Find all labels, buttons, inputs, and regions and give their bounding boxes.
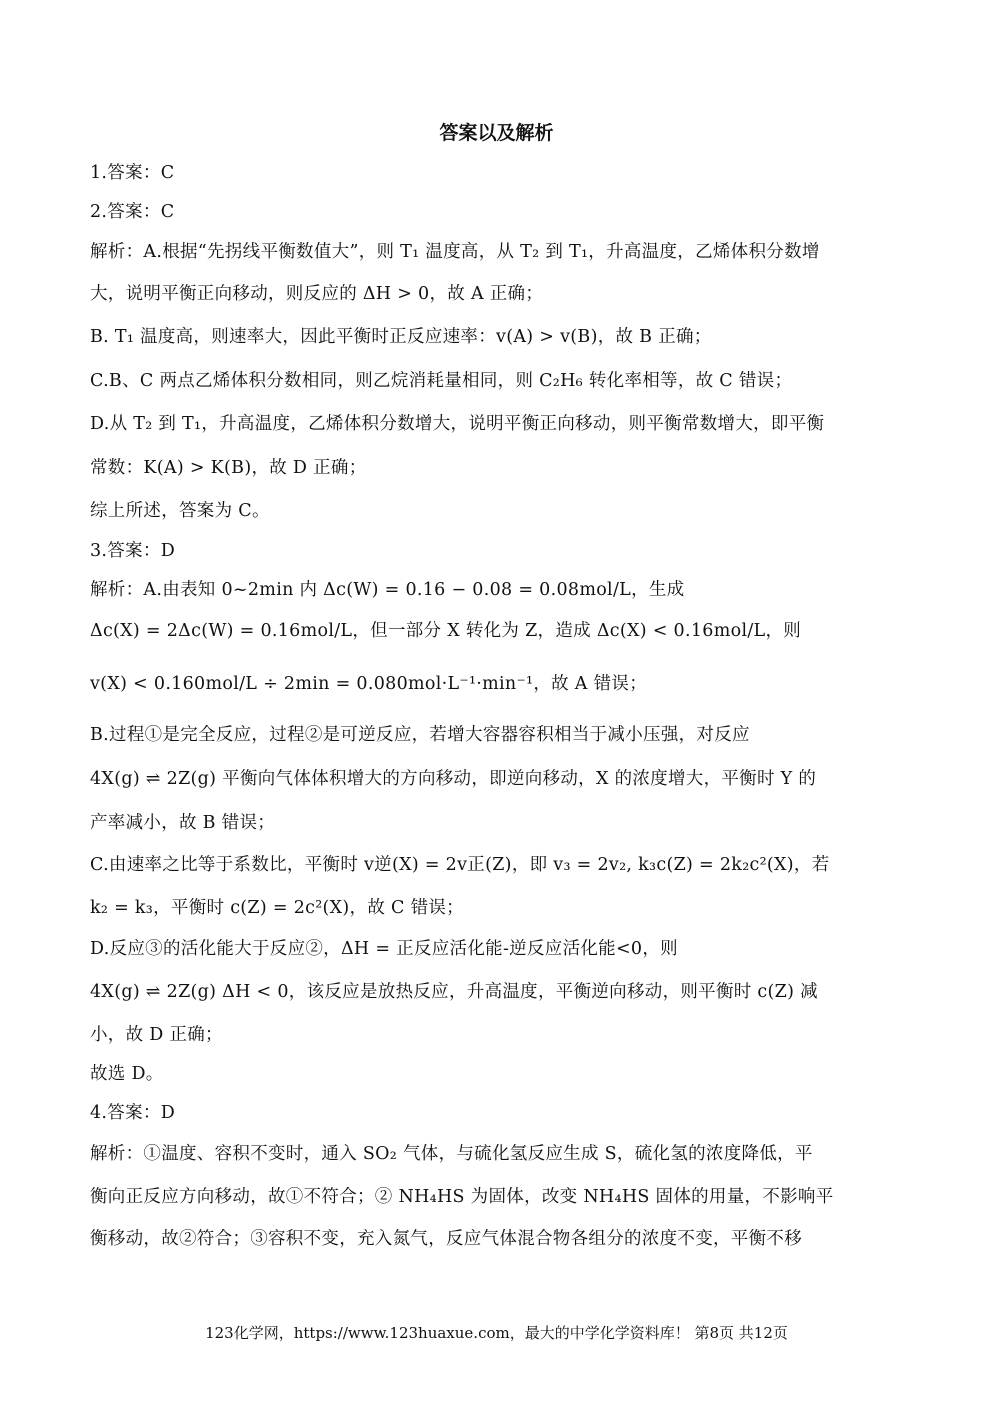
text-line: 产率减小，故 B 错误； (90, 813, 276, 833)
text-line: 4.答案：D (90, 1103, 176, 1123)
text-line: 衡向正反应方向移动，故①不符合；② NH₄HS 为固体，改变 NH₄HS 固体的用量，不影响平 (90, 1187, 834, 1207)
text-line: 2.答案：C (90, 202, 175, 222)
text-line: 故选 D。 (90, 1064, 164, 1084)
text-line: 解析：①温度、容积不变时，通入 SO₂ 气体，与硫化氢反应生成 S，硫化氢的浓度降低，平 (90, 1144, 813, 1164)
text-line: 4X(g) ⇌ 2Z(g) 平衡向气体体积增大的方向移动，即逆向移动，X 的浓度增大，平衡时 Y 的 (90, 769, 817, 789)
text-line: v(X) < 0.160mol/L ÷ 2min = 0.080mol·L⁻¹·min⁻¹，故 A 错误； (90, 674, 648, 694)
text-line: C.B、C 两点乙烯体积分数相同，则乙烷消耗量相同，则 C₂H₆ 转化率相等，故 C 错误； (90, 371, 793, 391)
page-title: 答案以及解析 (439, 122, 554, 144)
text-line: 综上所述，答案为 C。 (90, 501, 270, 521)
text-line: 3.答案：D (90, 541, 176, 561)
text-line: D.反应③的活化能大于反应②，ΔH = 正反应活化能-逆反应活化能<0，则 (90, 939, 678, 959)
text-line: 常数：K(A) > K(B)，故 D 正确； (90, 458, 367, 478)
text-line: 1.答案：C (90, 163, 175, 183)
text-line: 衡移动，故②符合；③容积不变，充入氮气，反应气体混合物各组分的浓度不变，平衡不移 (90, 1229, 802, 1249)
page-footer: 123化学网，https://www.123huaxue.com，最大的中学化学资料库！ 第8页 共12页 (205, 1324, 788, 1342)
text-line: 大，说明平衡正向移动，则反应的 ΔH > 0，故 A 正确； (90, 284, 544, 304)
text-line: B. T₁ 温度高，则速率大，因此平衡时正反应速率：v(A) > v(B)，故 B 正确； (90, 327, 712, 347)
text-line: B.过程①是完全反应，过程②是可逆反应，若增大容器容积相当于减小压强，对反应 (90, 725, 750, 745)
text-line: 4X(g) ⇌ 2Z(g) ΔH < 0，该反应是放热反应，升高温度，平衡逆向移动，则平衡时 c(Z) 减 (90, 982, 818, 1002)
text-line: Δc(X) = 2Δc(W) = 0.16mol/L，但一部分 X 转化为 Z，造成 Δc(X) < 0.16mol/L，则 (90, 621, 802, 641)
text-line: k₂ = k₃，平衡时 c(Z) = 2c²(X)，故 C 错误； (90, 898, 464, 918)
text-line: C.由速率之比等于系数比，平衡时 v逆(X) = 2v正(Z)，即 v₃ = 2v₂, k₃c(Z) = 2k₂c²(X)，若 (90, 855, 830, 875)
text-line: 小，故 D 正确； (90, 1025, 223, 1045)
text-line: 解析：A.由表知 0~2min 内 Δc(W) = 0.16 − 0.08 = 0.08mol/L，生成 (90, 580, 685, 600)
text-line: D.从 T₂ 到 T₁，升高温度，乙烯体积分数增大，说明平衡正向移动，则平衡常数增大，即平衡 (90, 414, 825, 434)
text-line: 解析：A.根据“先拐线平衡数值大”，则 T₁ 温度高，从 T₂ 到 T₁，升高温度，乙烯体积分数增 (90, 242, 820, 262)
